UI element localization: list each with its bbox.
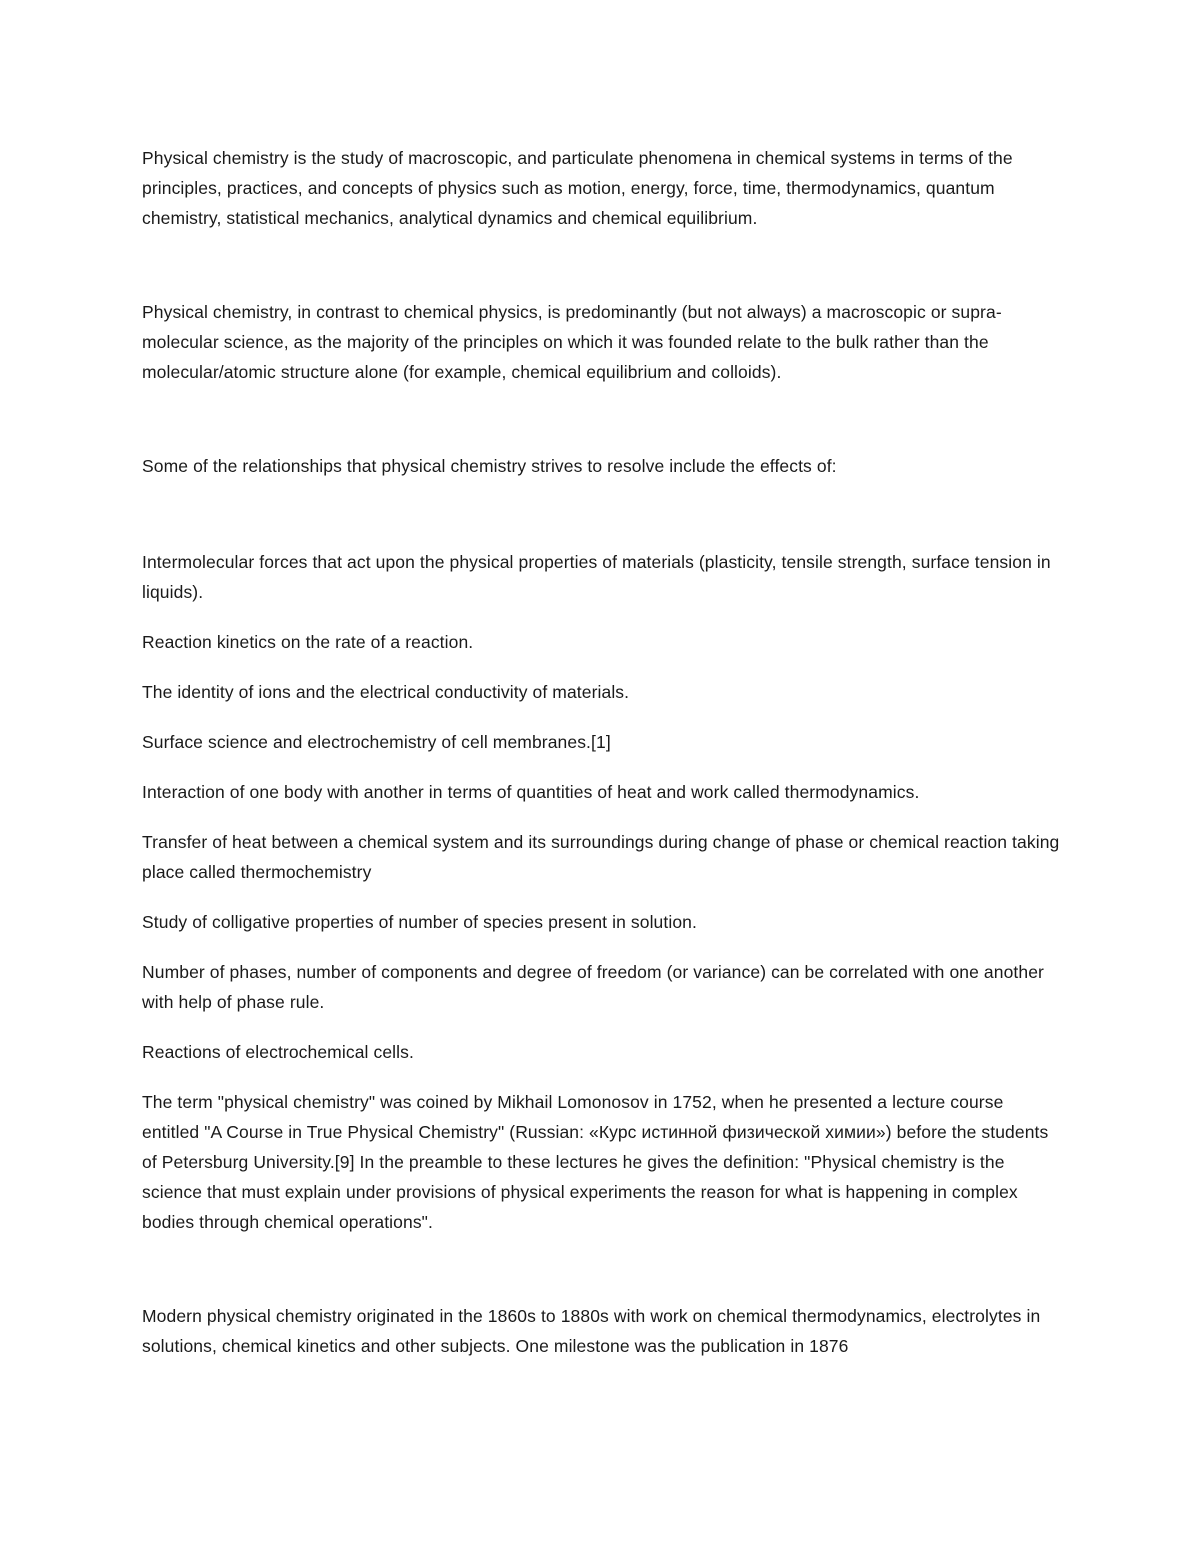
relationships-intro-paragraph: Some of the relationships that physical chemistry strives to resolve include the effects of: [142,456,837,476]
document-body [142,143,1060,1361]
list-item: Intermolecular forces that act upon the physical properties of materials (plasticity, tensile strength, surface tension in liquids). [142,552,1051,602]
list-item: Number of phases, number of components and degree of freedom (or variance) can be correlated with one another with help of phase rule. [142,962,1044,1012]
list-item: Transfer of heat between a chemical system and its surroundings during change of phase or chemical reaction taking place called thermochemistry [142,832,1060,882]
intro-paragraph: Physical chemistry is the study of macroscopic, and particulate phenomena in chemical systems in terms of the principles, practices, and concepts of physics such as motion, energy, force, time, thermodynamics, quantum chemistry, statistical mechanics, analytical dynamics and chemical equilibrium. [142,148,1013,228]
list-item: Study of colligative properties of number of species present in solution. [142,912,697,932]
contrast-paragraph: Physical chemistry, in contrast to chemical physics, is predominantly (but not always) a macroscopic or supra-molecular science, as the majority of the principles on which it was founded relate to the bulk rather than the molecular/atomic structure alone (for example, chemical equilibrium and colloids). [142,302,1002,382]
list-item: Reactions of electrochemical cells. [142,1042,414,1062]
list-item: Reaction kinetics on the rate of a reaction. [142,632,474,652]
list-item: The identity of ions and the electrical conductivity of materials. [142,682,630,702]
history-paragraph: The term "physical chemistry" was coined by Mikhail Lomonosov in 1752, when he presented a lecture course entitled "A Course in True Physical Chemistry" (Russian: «Курс истинной физической химии») before the students of Petersburg University.[9] In the preamble to these lectures he gives the definition: "Physical chemistry is the science that must explain under provisions of physical experiments the reason for what is happening in complex bodies through chemical operations". [142,1092,1049,1232]
modern-history-paragraph: Modern physical chemistry originated in the 1860s to 1880s with work on chemical thermodynamics, electrolytes in solutions, chemical kinetics and other subjects. One milestone was the publication in 1876 [142,1306,1041,1356]
list-item: Interaction of one body with another in terms of quantities of heat and work called thermodynamics. [142,782,920,802]
list-item: Surface science and electrochemistry of cell membranes.[1] [142,732,611,752]
